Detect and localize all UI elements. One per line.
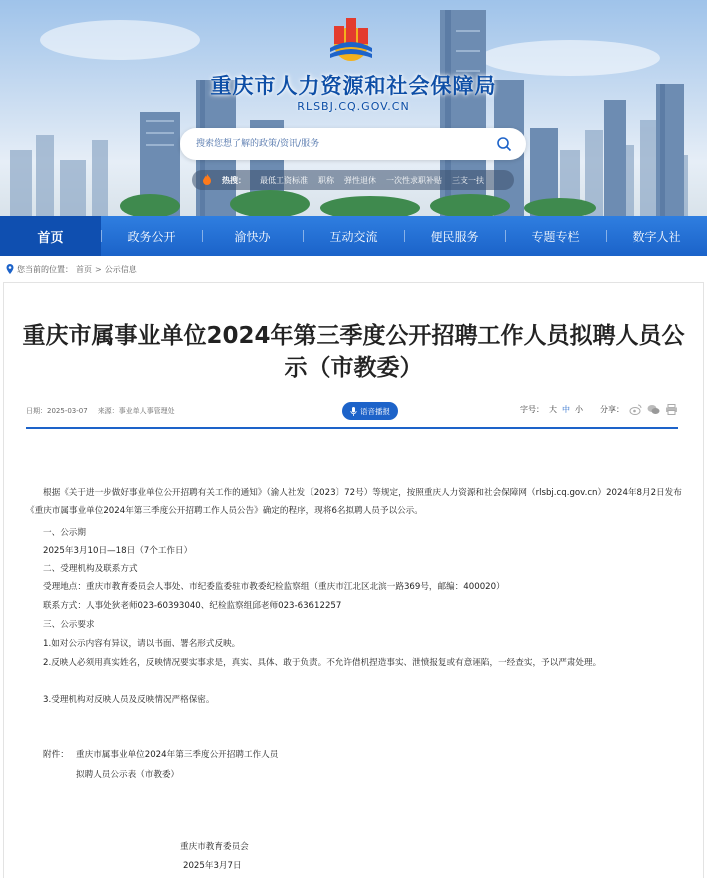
font-size-large[interactable]: 大: [549, 405, 557, 414]
font-size-small[interactable]: 小: [575, 405, 583, 414]
attachment-label: 附件：: [43, 750, 69, 760]
site-domain: RLSBJ.CQ.GOV.CN: [297, 100, 410, 113]
weibo-icon[interactable]: [629, 404, 642, 415]
main-nav: [0, 216, 707, 256]
section-1-body: 2025年3月10日—18日（7个工作日）: [43, 546, 193, 556]
wechat-icon[interactable]: [647, 404, 660, 415]
section-heading-1: 一、公示期: [43, 528, 86, 538]
section-3-item-1: 1.如对公示内容有异议，请以书面、署名形式反映。: [43, 639, 241, 649]
search-icon[interactable]: [496, 136, 512, 152]
hot-search-item[interactable]: 弹性退休: [344, 175, 376, 185]
print-icon[interactable]: [665, 404, 678, 415]
breadcrumb-home-link[interactable]: 首页: [76, 264, 92, 274]
section-heading-3: 三、公示要求: [43, 620, 95, 630]
text-to-speech-label: 语音播报: [360, 406, 390, 416]
search-box: [180, 128, 526, 160]
article-source: 来源：事业单人事管理处: [97, 407, 175, 415]
title-divider: [26, 427, 678, 429]
font-size-medium[interactable]: 中: [562, 405, 570, 414]
hot-search-label: 热搜：: [222, 175, 246, 185]
breadcrumb-prefix: 您当前的位置：: [17, 264, 73, 274]
hot-search-item[interactable]: 最低工资标准: [260, 175, 308, 185]
font-size-label: 字号：: [520, 405, 544, 414]
breadcrumb: [6, 262, 137, 276]
section-2-contact: 联系方式：人事处狄老师023-60393040、纪检监察组邱老师023-63612257: [43, 601, 342, 611]
signature-org: 重庆市教育委员会: [180, 842, 249, 852]
site-title[interactable]: 重庆市人力资源和社会保障局: [210, 74, 497, 98]
section-heading-2: 二、受理机构及联系方式: [43, 564, 138, 574]
header-banner: [0, 0, 707, 216]
nav-item-government-affairs[interactable]: 政务公开: [101, 216, 202, 256]
attachment-link-line-1[interactable]: 重庆市属事业单位2024年第三季度公开招聘工作人员: [76, 750, 279, 760]
section-3-item-3: 3.受理机构对反映人员及反映情况严格保密。: [43, 695, 215, 705]
article-meta: [26, 402, 678, 420]
nav-item-public-service[interactable]: 便民服务: [404, 216, 505, 256]
location-pin-icon: [6, 264, 14, 274]
breadcrumb-separator: >: [95, 264, 102, 274]
hot-search-item[interactable]: 三支一扶: [452, 175, 484, 185]
section-2-address: 受理地点：重庆市教育委员会人事处、市纪委监委驻市教委纪检监察组（重庆市江北区北滨一路369号，邮编：400020）: [43, 582, 505, 592]
body-paragraph-intro: 根据《关于进一步做好事业单位公开招聘有关工作的通知》（渝人社发〔2023〕72号）等规定，按照重庆人力资源和社会保障网（rlsbj.cq.gov.cn）2024年8月2日发布《重庆市属事业单位2024年第三季度公开招聘工作人员公告》确定的程序，现将6名拟聘人员予以公示。: [26, 488, 682, 516]
nav-item-digital-hr[interactable]: 数字人社: [606, 216, 707, 256]
article-date: 日期：2025-03-07: [26, 407, 88, 415]
attachment-link-line-2[interactable]: 拟聘人员公示表（市教委）: [76, 770, 180, 780]
hot-search-item[interactable]: 一次性求职补贴: [386, 175, 442, 185]
text-to-speech-button[interactable]: [342, 402, 398, 420]
article-title: 重庆市属事业单位2024年第三季度公开招聘工作人员拟聘人员公示（市教委）: [22, 323, 685, 381]
nav-item-special-topics[interactable]: 专题专栏: [505, 216, 606, 256]
breadcrumb-current-link[interactable]: 公示信息: [104, 264, 137, 274]
signature-date: 2025年3月7日: [183, 861, 242, 871]
hot-search-bar: [192, 170, 514, 190]
share-label: 分享：: [600, 405, 624, 414]
nav-item-yukuaiban[interactable]: 渝快办: [202, 216, 303, 256]
hot-search-item[interactable]: 职称: [318, 175, 334, 185]
section-3-item-2: 2.反映人必须用真实姓名，反映情况要实事求是，真实、具体、敢于负责。不允许借机捏造事实、泄愤报复或有意诬陷，一经查实，予以严肃处理。: [43, 658, 602, 668]
emblem-logo: [326, 14, 376, 62]
flame-icon: [202, 174, 212, 186]
microphone-icon: [350, 407, 357, 416]
nav-item-home[interactable]: 首页: [0, 216, 101, 256]
search-input[interactable]: [196, 135, 486, 153]
nav-item-interaction[interactable]: 互动交流: [303, 216, 404, 256]
